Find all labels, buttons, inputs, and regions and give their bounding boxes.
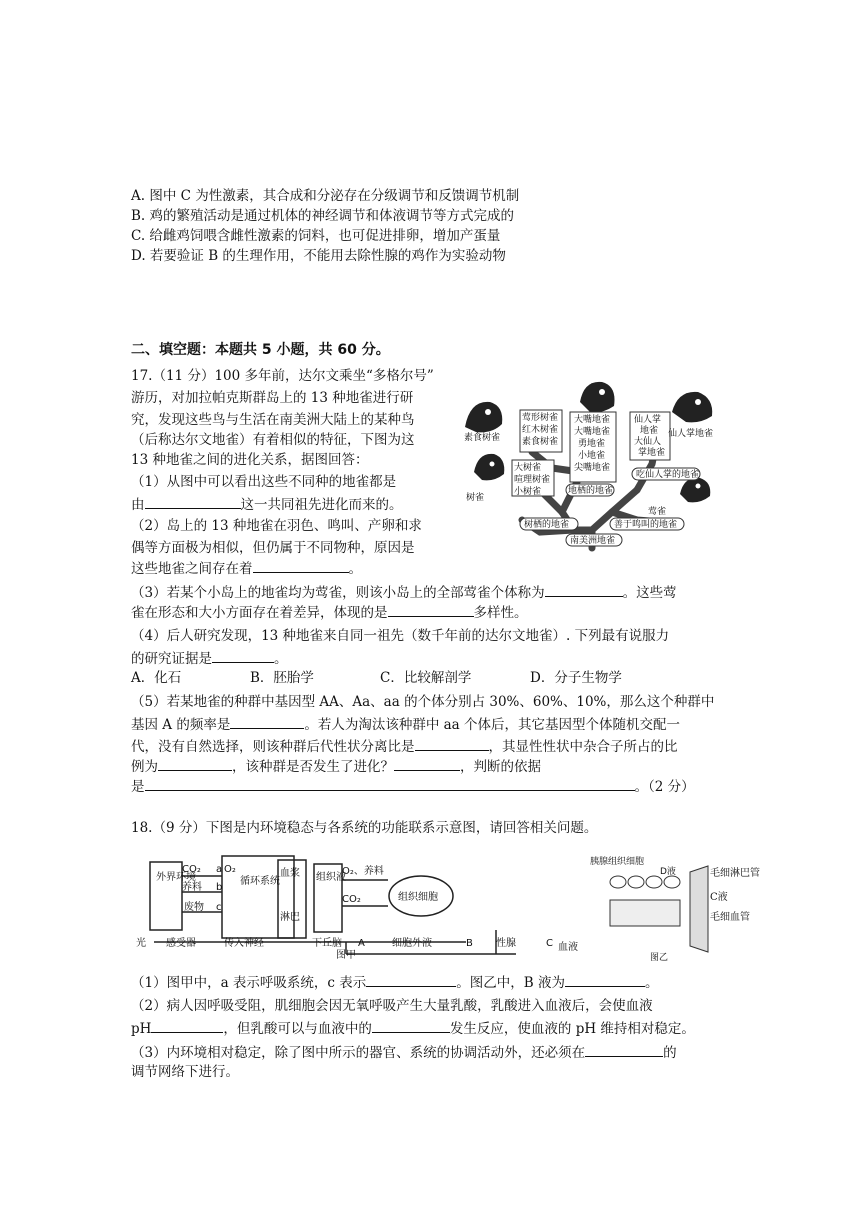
q17-2-line1: （2）岛上的 13 种地雀在羽色、鸣叫、产卵和求 <box>131 518 422 534</box>
answer-blank[interactable] <box>212 648 274 663</box>
fig-caption: 图乙 <box>650 953 669 963</box>
tree-label: 小树雀 <box>514 487 542 497</box>
fig-label: 组织细胞 <box>398 892 438 903</box>
figure-yi-diagram <box>590 852 720 964</box>
tree-label: 素食树雀 <box>464 433 501 443</box>
q17-5-line5: 是 。（2 分） <box>131 776 695 797</box>
fig-label: 血浆 <box>280 868 300 879</box>
tree-label: 南美洲地雀 <box>570 536 616 546</box>
fig-label: CO₂ <box>182 864 201 875</box>
q17-3-line1: （3）若某个小岛上的地雀均为莺雀，则该小岛上的全部莺雀个体称为 。这些莺 <box>131 582 677 603</box>
answer-blank[interactable] <box>151 1018 223 1033</box>
fig-label: 性腺 <box>496 938 516 949</box>
fig-label: 外界环境 <box>156 872 196 883</box>
section-title: 二、填空题：本题共 5 小题，共 60 分。 <box>131 342 390 358</box>
tree-label: 小地雀 <box>578 451 606 461</box>
tree-label: 树栖的地雀 <box>524 520 570 530</box>
answer-blank[interactable] <box>158 756 232 771</box>
fig-label: 淋巴 <box>280 912 300 923</box>
finch-evolution-tree <box>462 372 722 552</box>
option-d: D. 若要验证 B 的生理作用，不能用去除性腺的鸡作为实验动物 <box>131 248 506 264</box>
q17-intro-4: （后称达尔文地雀）有着相似的特征，下图为这 <box>131 432 415 448</box>
fig-label: C液 <box>710 892 728 903</box>
q17-4-option-b: B．胚胎学 <box>250 670 314 686</box>
bird-icon <box>580 382 615 413</box>
tree-label: 莺形树雀 <box>522 413 559 423</box>
tree-label: 素食树雀 <box>522 437 559 447</box>
tree-label: 善于鸣叫的地雀 <box>614 520 678 530</box>
q17-intro-5: 13 种地雀之间的进化关系，据图回答： <box>131 452 369 468</box>
fig-label: C <box>546 938 553 949</box>
fig-label: O₂、养料 <box>342 866 384 877</box>
tree-label: 大树雀 <box>514 463 542 473</box>
q17-4-line1: （4）后人研究发现，13 种地雀来自同一祖先（数千年前的达尔文地雀）. 下列最有说服力 <box>131 628 670 644</box>
answer-blank[interactable] <box>545 582 623 597</box>
fig-label: D液 <box>660 867 676 877</box>
tree-label: 地雀 <box>640 426 659 436</box>
fig-label: 血液 <box>558 942 578 953</box>
tree-label: 吃仙人掌的地雀 <box>636 470 700 480</box>
fig-label: 胰腺组织细胞 <box>590 857 645 867</box>
tree-label: 仙人掌 <box>634 415 662 425</box>
fig-label: 养料 <box>182 882 202 893</box>
fig-label: 下丘脑 <box>312 938 342 949</box>
figure-jia-diagram <box>136 850 596 960</box>
fig-label: b <box>216 882 223 893</box>
q17-2-line2: 偶等方面极为相似，但仍属于不同物种，原因是 <box>131 540 415 556</box>
fig-label: 光 <box>136 938 146 949</box>
answer-blank[interactable] <box>394 756 460 771</box>
q17-1-line1: （1）从图中可以看出这些不同种的地雀都是 <box>131 474 397 490</box>
option-c: C. 给雌鸡饲喂含雌性激素的饲料，也可促进排卵，增加产蛋量 <box>131 228 501 244</box>
q17-5-line1: （5）若某地雀的种群中基因型 AA、Aa、aa 的个体分别占 30%、60%、10%，那么这个种群中 <box>131 694 715 710</box>
q17-4-option-d: D．分子生物学 <box>530 670 622 686</box>
answer-blank[interactable] <box>585 1042 663 1057</box>
tree-label: 仙人掌地雀 <box>668 429 714 439</box>
bird-icon <box>474 454 504 481</box>
fig-label: 细胞外液 <box>392 938 432 949</box>
q18-2-line1: （2）病人因呼吸受阻，肌细胞会因无氧呼吸产生大量乳酸，乳酸进入血液后，会使血液 <box>131 998 653 1014</box>
tree-label: 掌地雀 <box>638 448 666 458</box>
option-b: B. 鸡的繁殖活动是通过机体的神经调节和体液调节等方式完成的 <box>131 208 515 224</box>
bird-icon <box>465 402 502 432</box>
fig-label: c <box>216 902 222 913</box>
fig-label: a <box>216 864 223 875</box>
bird-icon <box>680 478 710 503</box>
bird-icon <box>672 392 712 423</box>
answer-blank[interactable] <box>145 776 635 791</box>
fig-label: 组织液 <box>316 872 346 883</box>
answer-blank[interactable] <box>230 714 304 729</box>
tree-label: 莺雀 <box>648 507 667 517</box>
tree-label: 喧理树雀 <box>514 475 551 485</box>
tree-label: 勇地雀 <box>578 439 606 449</box>
tree-label: 尖嘴地雀 <box>574 463 611 473</box>
tree-label: 地栖的地雀 <box>568 486 614 496</box>
fig-label: CO₂ <box>342 894 361 905</box>
q17-5-line2: 基因 A 的频率是 。若人为淘汰该种群中 aa 个体后，其它基因型个体随机交配一 <box>131 714 680 735</box>
q17-4-line2: 的研究证据是 。 <box>131 648 288 669</box>
q17-3-line2: 雀在形态和大小方面存在着差异，体现的是 多样性。 <box>131 602 528 623</box>
answer-blank[interactable] <box>366 972 456 987</box>
fig-label: 毛细淋巴管 <box>710 868 760 879</box>
q17-5-line4: 例为 ，该种群是否发生了进化？ ，判断的依据 <box>131 756 541 777</box>
fig-label: 废物 <box>184 902 204 913</box>
q17-intro-2: 游历，对加拉帕克斯群岛上的 13 种地雀进行研 <box>131 390 414 406</box>
fig-caption: 图甲 <box>336 950 356 960</box>
q17-intro-1: 17.（11 分）100 多年前，达尔文乘坐“多格尔号” <box>131 368 434 384</box>
q17-4-option-c: C．比较解剖学 <box>380 670 472 686</box>
q17-intro-3: 究，发现这些鸟与生活在南美洲大陆上的某种鸟 <box>131 412 415 428</box>
tree-label: 大仙人 <box>634 437 662 447</box>
answer-blank[interactable] <box>372 1018 450 1033</box>
q17-2-line3: 这些地雀之间存在着 。 <box>131 558 362 579</box>
fig-label: 传入神经 <box>224 938 264 949</box>
answer-blank[interactable] <box>145 494 241 509</box>
option-a: A. 图中 C 为性激素，其合成和分泌存在分级调节和反馈调节机制 <box>131 188 520 204</box>
q18-3-line1: （3）内环境相对稳定，除了图中所示的器官、系统的协调活动外，还必须在 的 <box>131 1042 677 1063</box>
q18-3-line2: 调节网络下进行。 <box>131 1064 239 1080</box>
tree-label: 大嘴地雀 <box>574 427 611 437</box>
answer-blank[interactable] <box>565 972 645 987</box>
answer-blank[interactable] <box>253 558 349 573</box>
q17-5-line3: 代，没有自然选择，则该种群后代性状分离比是 ，其显性性状中杂合子所占的比 <box>131 736 678 757</box>
q18-1: （1）图甲中，a 表示呼吸系统，c 表示 。图乙中，B 液为 。 <box>131 972 659 993</box>
answer-blank[interactable] <box>415 736 489 751</box>
q17-4-option-a: A．化石 <box>131 670 182 686</box>
q18-intro: 18.（9 分）下图是内环境稳态与各系统的功能联系示意图，请回答相关问题。 <box>131 820 598 836</box>
fig-label: 循环系统 <box>240 876 280 887</box>
q17-1-line2: 由 这一共同祖先进化而来的。 <box>131 494 403 515</box>
fig-label: B <box>466 938 473 949</box>
tree-label: 大嘴地雀 <box>574 415 611 425</box>
q18-2-line2: pH ，但乳酸可以与血液中的 发生反应，使血液的 pH 维持相对稳定。 <box>131 1018 695 1039</box>
tree-label: 红木树雀 <box>522 425 559 435</box>
tree-label: 树雀 <box>466 493 485 503</box>
fig-label: 毛细血管 <box>710 912 750 923</box>
fig-label: A <box>358 938 365 949</box>
fig-label: O₂ <box>224 864 236 875</box>
answer-blank[interactable] <box>388 602 474 617</box>
fig-label: 感受器 <box>166 938 196 949</box>
